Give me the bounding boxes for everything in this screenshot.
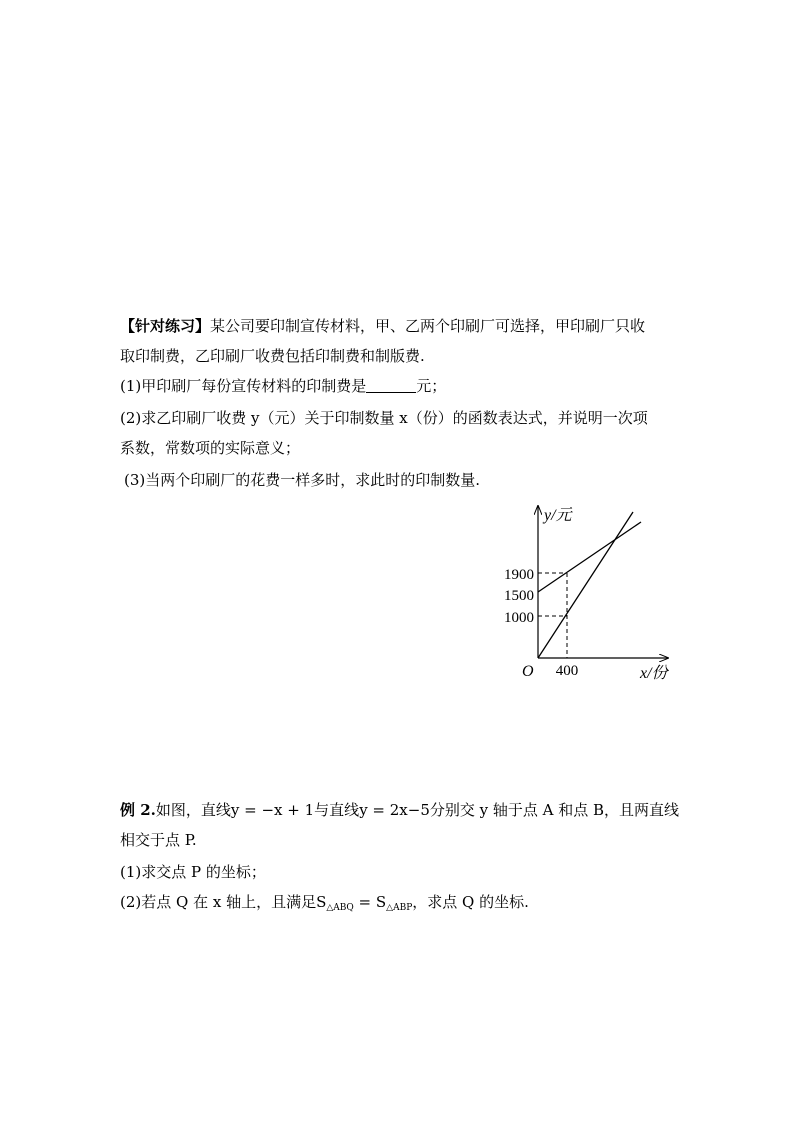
equation-1: y = −x + 1 (230, 801, 315, 819)
exercise-intro-text: 某公司要印制宣传材料，甲、乙两个印刷厂可选择，甲印刷厂只收 (210, 317, 646, 335)
example-2-line-1 (120, 800, 679, 820)
question-3: (3)当两个印刷厂的花费一样多时，求此时的印制数量. (124, 471, 481, 489)
area-abp (376, 893, 412, 911)
y-tick-1900: 1900 (504, 567, 534, 583)
question-1-text: (1)甲印刷厂每份宣传材料的印制费是 (120, 377, 367, 395)
exercise-intro-line-2: 取印制费，乙印刷厂收费包括印制费和制版费. (120, 347, 425, 365)
area-abp-symbol: S (375, 893, 387, 911)
y-tick-1500: 1500 (504, 588, 534, 604)
example-2-question-2 (120, 892, 529, 918)
exercise-heading: 【针对练习】 (120, 317, 211, 335)
answer-blank (366, 378, 416, 393)
y-axis-label: y/元 (544, 507, 572, 524)
area-abq (316, 893, 354, 911)
x-tick-400: 400 (555, 663, 579, 679)
area-abq-subscript: △ABQ (326, 903, 354, 913)
equals-sign: = (353, 893, 376, 911)
area-abq-symbol: S (316, 893, 327, 911)
example-2-text-b: 与直线 (314, 801, 360, 819)
line-yi (538, 522, 641, 592)
example-2-heading: 例 2. (120, 801, 156, 819)
question-2-line-2: 系数，常数项的实际意义； (120, 439, 301, 457)
example-2-question-2-text-a: (2)若点 Q 在 x 轴上，且满足 (120, 893, 317, 911)
origin-label: O (522, 663, 534, 680)
example-2-question-2-text-b: ，求点 Q 的坐标. (412, 893, 529, 911)
function-graph (490, 500, 690, 690)
x-axis-label: x/份 (640, 665, 668, 682)
question-1-unit: 元； (416, 377, 447, 395)
equation-2: y = 2x−5 (359, 801, 430, 819)
example-2-text-a: 如图，直线 (155, 801, 231, 819)
example-2-question-1: (1)求交点 P 的坐标； (120, 863, 266, 881)
question-1 (120, 376, 446, 396)
example-2-line-2: 相交于点 P. (120, 831, 197, 849)
area-abp-subscript: △ABP (386, 903, 413, 913)
example-2-text-c: 分别交 y 轴于点 A 和点 B，且两直线 (429, 801, 680, 819)
y-tick-1000: 1000 (504, 610, 534, 626)
exercise-intro-line-1 (120, 316, 645, 336)
line-jia (538, 512, 633, 658)
question-2-line-1: (2)求乙印刷厂收费 y（元）关于印制数量 x（份）的函数表达式，并说明一次项 (120, 409, 648, 427)
